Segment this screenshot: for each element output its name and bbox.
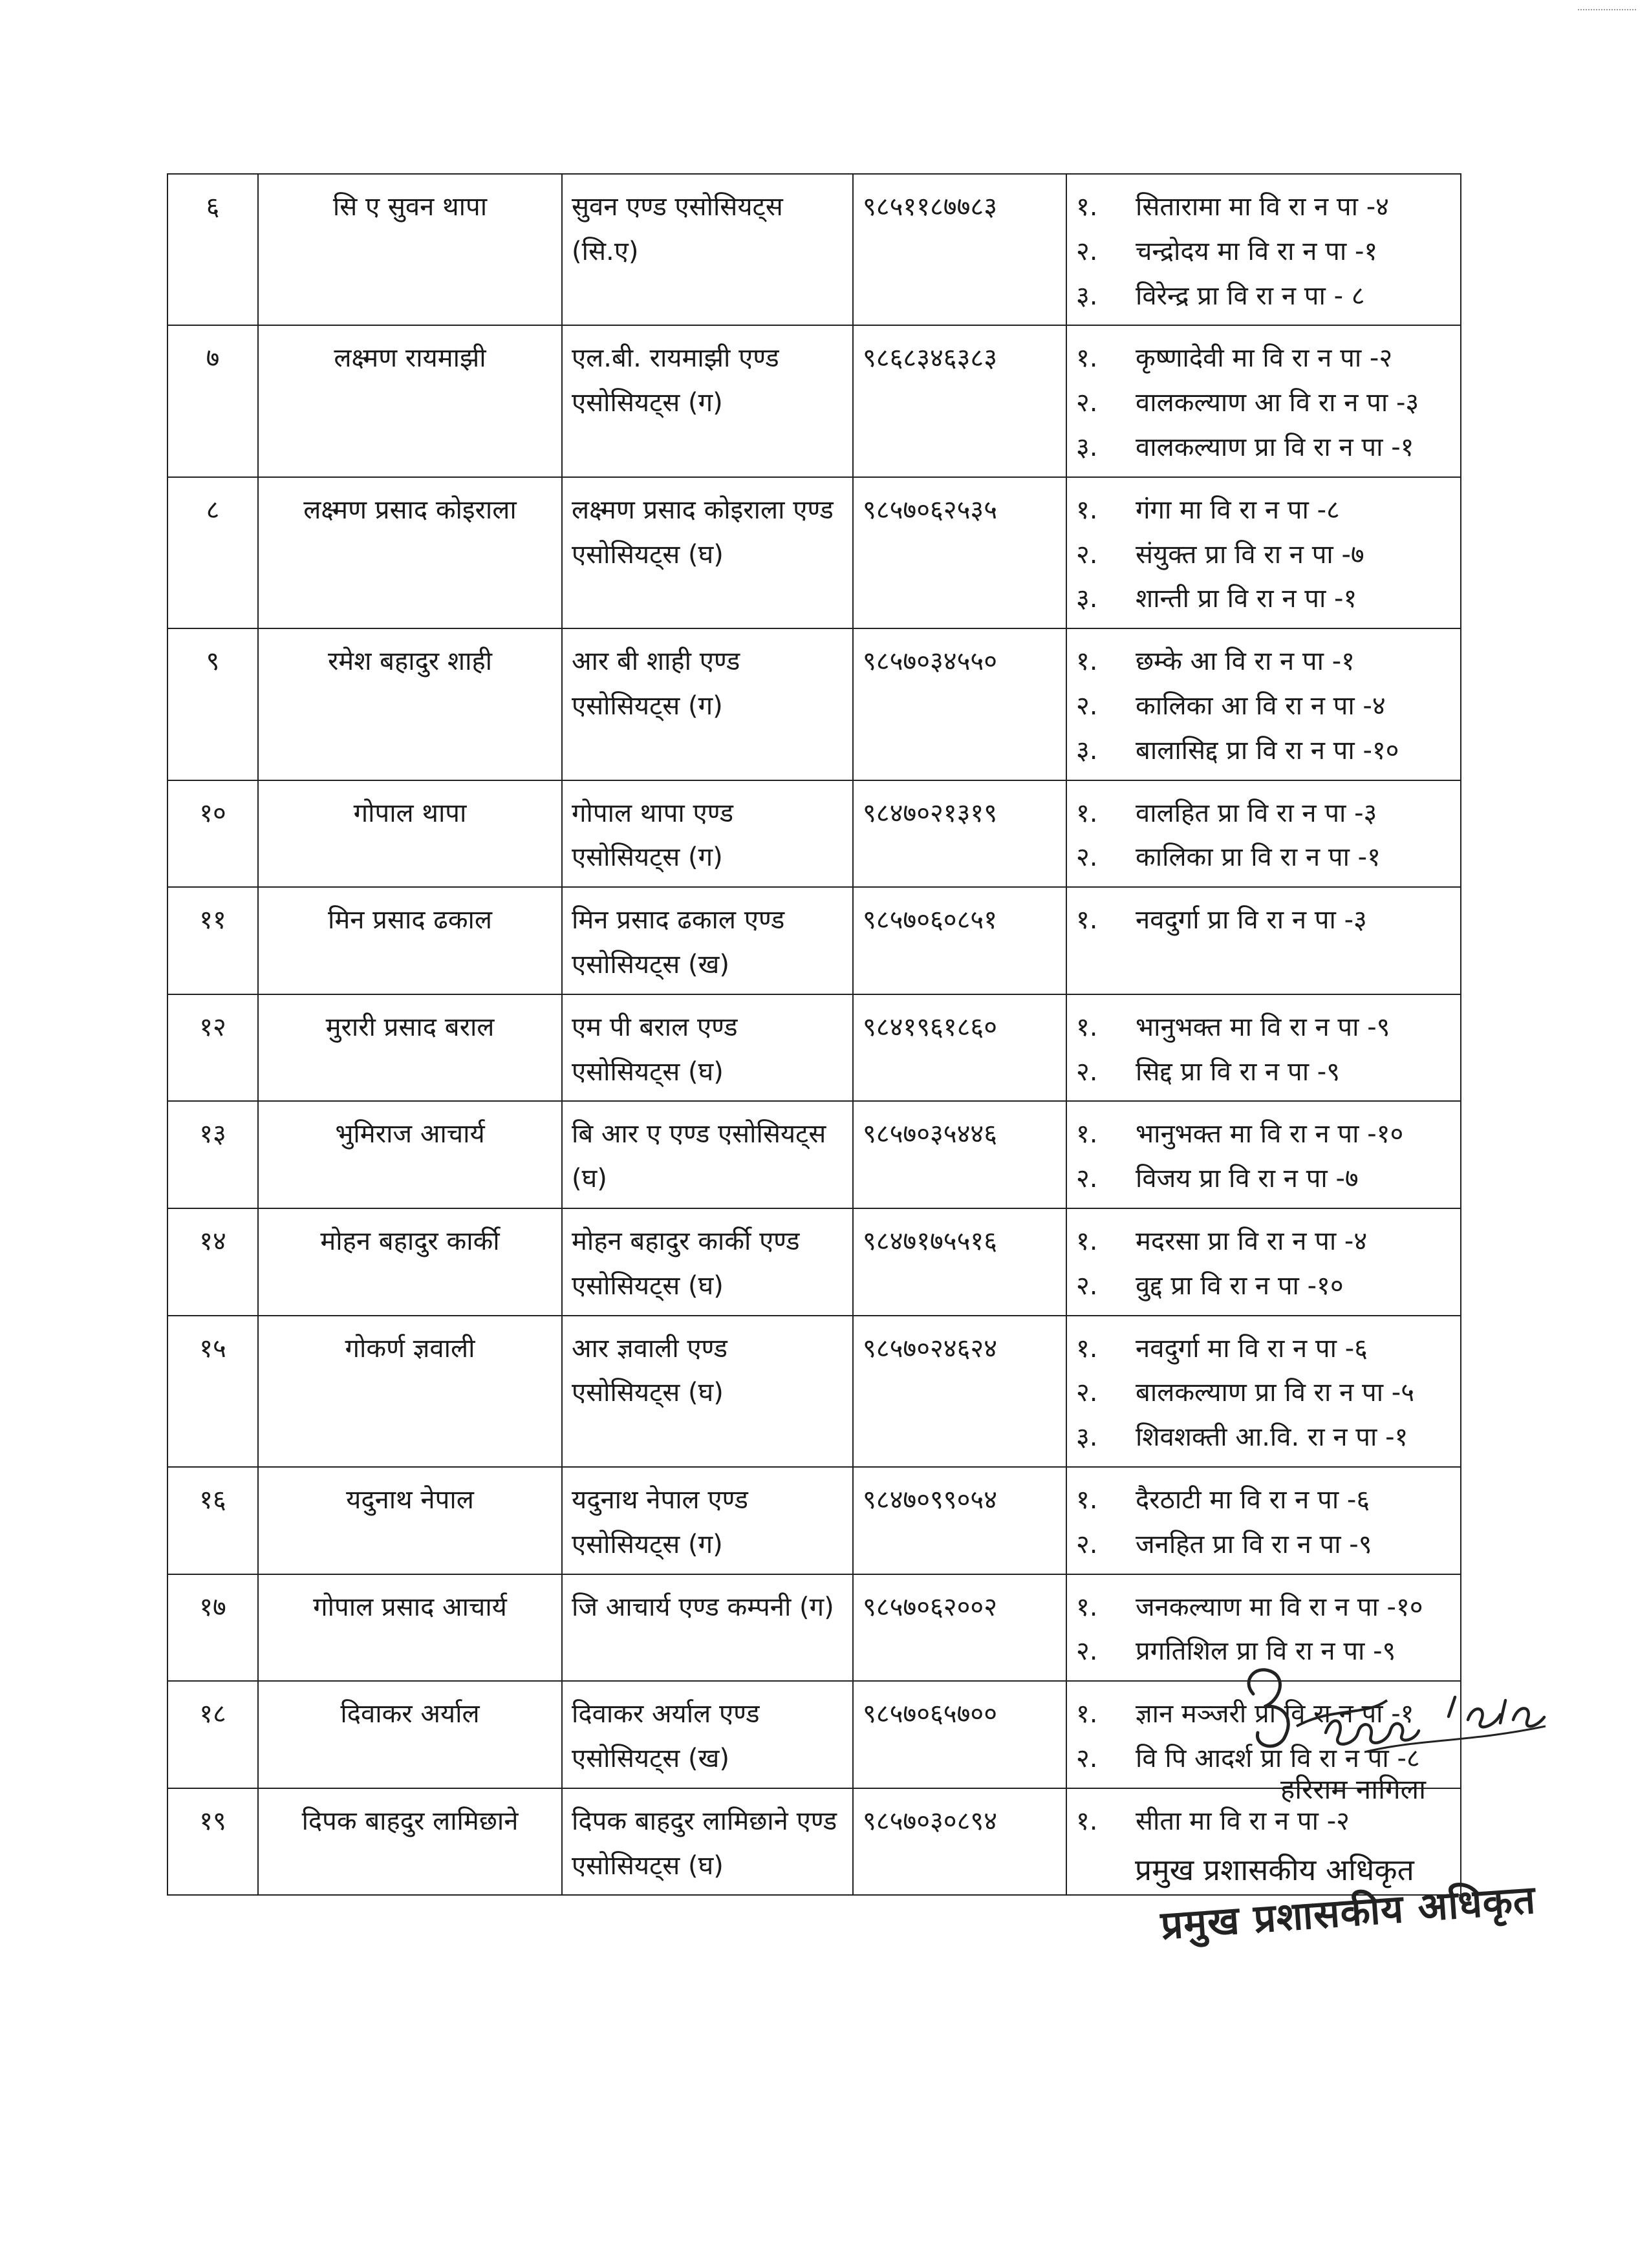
table-row [167, 1467, 1461, 1574]
school-item-number: २. [1076, 1378, 1098, 1408]
serial-number: १३ [167, 1101, 258, 1208]
school-item-name: सिद्द प्रा वि रा न पा -९ [1136, 1056, 1341, 1087]
school-item-name: वि पि आदर्श प्रा वि रा न पा -८ [1136, 1743, 1420, 1773]
serial-number: १७ [167, 1574, 258, 1682]
assigned-schools [1066, 628, 1461, 780]
school-item [1076, 274, 1451, 319]
school-item-number: १. [1076, 647, 1098, 677]
school-item-name: सितारामा मा वि रा न पा -४ [1136, 192, 1389, 222]
table-row [167, 325, 1461, 476]
phone-number: ९८४७०२१३१९ [853, 780, 1066, 888]
phone-number: ९८५७०३०८९४ [853, 1788, 1066, 1896]
auditor-name: गोपाल प्रसाद आचार्य [258, 1574, 562, 1682]
phone-number: ९८५११८७७८३ [853, 174, 1066, 325]
serial-number: १२ [167, 994, 258, 1102]
auditor-name: मिन प्रसाद ढकाल [258, 887, 562, 994]
school-item-number: १. [1076, 1699, 1098, 1729]
phone-number: ९८४१९६१८६० [853, 994, 1066, 1102]
signatory-name: हरिराम नागिला [1280, 1773, 1426, 1805]
school-item [1076, 684, 1451, 729]
school-item-name: कृष्णादेवी मा वि रा न पा -२ [1136, 343, 1393, 374]
school-item-name: भानुभक्त मा वि रा न पा -९ [1136, 1012, 1390, 1042]
school-item [1076, 1523, 1451, 1567]
school-item-name: जनकल्याण मा वि रा न पा -१० [1136, 1592, 1423, 1622]
school-item-name: छम्के आ वि रा न पा -१ [1136, 647, 1355, 677]
auditor-name: लक्ष्मण रायमाझी [258, 325, 562, 476]
firm-name: एल.बी. रायमाझी एण्ड एसोसियट्स (ग) [562, 325, 853, 476]
school-item [1076, 381, 1451, 425]
school-item [1076, 1327, 1451, 1371]
school-item-number: ३. [1076, 1422, 1098, 1453]
assigned-schools [1066, 994, 1461, 1102]
school-item-number: २. [1076, 1164, 1098, 1194]
assigned-schools [1066, 1316, 1461, 1467]
school-item-name: विरेन्द्र प्रा वि रा न पा - ८ [1136, 281, 1365, 311]
assigned-schools [1066, 325, 1461, 476]
school-item-name: संयुक्त प्रा वि रा न पा -७ [1136, 539, 1364, 570]
firm-name: मोहन बहादुर कार्की एण्ड एसोसियट्स (घ) [562, 1208, 853, 1316]
phone-number: ९८५७०६२५३५ [853, 477, 1066, 628]
serial-number: ८ [167, 477, 258, 628]
phone-number: ९८५७०६२००२ [853, 1574, 1066, 1682]
firm-name: बि आर ए एण्ड एसोसियट्स (घ) [562, 1101, 853, 1208]
school-item [1076, 1112, 1451, 1157]
phone-number: ९८५७०६०८५१ [853, 887, 1066, 994]
school-item-name: नवदुर्गा मा वि रा न पा -६ [1136, 1333, 1368, 1364]
auditor-name: गोकर्ण ज्ञवाली [258, 1316, 562, 1467]
school-item [1076, 835, 1451, 880]
auditor-name: सि ए सुवन थापा [258, 174, 562, 325]
phone-number: ९८४७१७५५१६ [853, 1208, 1066, 1316]
school-item-name: नवदुर्गा प्रा वि रा न पा -३ [1136, 905, 1367, 936]
firm-name: दिवाकर अर्याल एण्ड एसोसियट्स (ख) [562, 1681, 853, 1788]
serial-number: १५ [167, 1316, 258, 1467]
school-item-number: २. [1076, 539, 1098, 570]
serial-number: ६ [167, 174, 258, 325]
school-item-name: गंगा मा वि रा न पा -८ [1136, 495, 1340, 525]
serial-number: १९ [167, 1788, 258, 1896]
firm-name: यदुनाथ नेपाल एण्ड एसोसियट्स (ग) [562, 1467, 853, 1574]
signature-block [1229, 1655, 1565, 1830]
firm-name: गोपाल थापा एण्ड एसोसियट्स (ग) [562, 780, 853, 888]
assigned-schools [1066, 780, 1461, 888]
school-item [1076, 1585, 1451, 1630]
school-item-name: सीता मा वि रा न पा -२ [1136, 1806, 1350, 1836]
serial-number: १४ [167, 1208, 258, 1316]
school-item-number: १. [1076, 1806, 1098, 1836]
school-item-number: १. [1076, 343, 1098, 374]
school-item-number: २. [1076, 1743, 1098, 1773]
serial-number: ११ [167, 887, 258, 994]
table-row [167, 780, 1461, 888]
table-row [167, 887, 1461, 994]
school-item-number: १. [1076, 192, 1098, 222]
school-item-number: २. [1076, 842, 1098, 873]
school-item [1076, 1415, 1451, 1460]
auditor-name: दिपक बाहदुर लामिछाने [258, 1788, 562, 1896]
school-item-name: मदरसा प्रा वि रा न पा -४ [1136, 1226, 1368, 1256]
school-item-number: ३. [1076, 584, 1098, 614]
assigned-schools [1066, 1467, 1461, 1574]
firm-name: लक्ष्मण प्रसाद कोइराला एण्ड एसोसियट्स (घ) [562, 477, 853, 628]
school-item [1076, 230, 1451, 274]
school-item [1076, 488, 1451, 533]
school-item-number: ३. [1076, 432, 1098, 462]
firm-name: आर ज्ञवाली एण्ड एसोसियट्स (घ) [562, 1316, 853, 1467]
school-item-number: २. [1076, 1529, 1098, 1559]
school-item [1076, 533, 1451, 577]
phone-number: ९८६८३४६३८३ [853, 325, 1066, 476]
school-item-name: शिवशक्ती आ.वि. रा न पा -१ [1136, 1422, 1408, 1453]
auditor-name: भुमिराज आचार्य [258, 1101, 562, 1208]
school-item-number: १. [1076, 1484, 1098, 1515]
auditor-name: रमेश बहादुर शाही [258, 628, 562, 780]
phone-number: ९८५७०३५४४६ [853, 1101, 1066, 1208]
school-item-number: २. [1076, 1056, 1098, 1087]
school-item-name: कालिका प्रा वि रा न पा -१ [1136, 842, 1381, 873]
school-item-number: १. [1076, 905, 1098, 936]
auditor-name: लक्ष्मण प्रसाद कोइराला [258, 477, 562, 628]
school-item [1076, 898, 1451, 943]
phone-number: ९८५७०६५७०० [853, 1681, 1066, 1788]
auditor-table-body [167, 174, 1461, 1895]
assigned-schools [1066, 1208, 1461, 1316]
school-item-name: कालिका आ वि रा न पा -४ [1136, 690, 1386, 721]
school-item [1076, 1371, 1451, 1415]
school-item-number: २. [1076, 690, 1098, 721]
school-item-number: ३. [1076, 281, 1098, 311]
school-item [1076, 1157, 1451, 1201]
school-item-number: १. [1076, 1592, 1098, 1622]
auditor-name: मोहन बहादुर कार्की [258, 1208, 562, 1316]
phone-number: ९८५७०३४५५० [853, 628, 1066, 780]
auditor-name: दिवाकर अर्याल [258, 1681, 562, 1788]
assigned-schools [1066, 1101, 1461, 1208]
school-item [1076, 791, 1451, 836]
table-row [167, 1316, 1461, 1467]
school-item-name: वालकल्याण आ वि रा न पा -३ [1136, 388, 1419, 418]
serial-number: ७ [167, 325, 258, 476]
phone-number: ९८४७०९९०५४ [853, 1467, 1066, 1574]
page-speck [1578, 9, 1636, 17]
school-item-number: १. [1076, 1119, 1098, 1150]
school-item [1076, 1264, 1451, 1309]
official-stamp: प्रमुख प्रशासकीय अधिकृत [1159, 1877, 1538, 1949]
school-item-number: २. [1076, 1636, 1098, 1667]
school-item-name: वालहित प्रा वि रा न पा -३ [1136, 798, 1377, 828]
school-item [1076, 1219, 1451, 1264]
school-item-name: वालकल्याण प्रा वि रा न पा -१ [1136, 432, 1414, 462]
school-item-name: शान्ती प्रा वि रा न पा -१ [1136, 584, 1357, 614]
school-item-number: १. [1076, 495, 1098, 525]
school-item-name: प्रगतिशिल प्रा वि रा न पा -९ [1136, 1636, 1396, 1667]
school-item-name: बालासिद्द प्रा वि रा न पा -१० [1136, 735, 1399, 765]
school-item-number: २. [1076, 388, 1098, 418]
handwritten-signature [1235, 1655, 1558, 1771]
school-item-name: चन्द्रोदय मा वि रा न पा -१ [1136, 236, 1378, 266]
serial-number: १० [167, 780, 258, 888]
firm-name: सुवन एण्ड एसोसियट्स (सि.ए) [562, 174, 853, 325]
school-item-number: १. [1076, 1226, 1098, 1256]
table-row [167, 1208, 1461, 1316]
firm-name: एम पी बराल एण्ड एसोसियट्स (घ) [562, 994, 853, 1102]
table-row [167, 628, 1461, 780]
table-row [167, 994, 1461, 1102]
auditor-name: मुरारी प्रसाद बराल [258, 994, 562, 1102]
firm-name: जि आचार्य एण्ड कम्पनी (ग) [562, 1574, 853, 1682]
assigned-schools [1066, 887, 1461, 994]
school-item-name: वुद्द प्रा वि रा न पा -१० [1136, 1270, 1344, 1301]
school-item-name: जनहित प्रा वि रा न पा -९ [1136, 1529, 1372, 1559]
school-item-name: बालकल्याण प्रा वि रा न पा -५ [1136, 1378, 1415, 1408]
firm-name: दिपक बाहदुर लामिछाने एण्ड एसोसियट्स (घ) [562, 1788, 853, 1896]
school-item [1076, 729, 1451, 773]
table-row [167, 174, 1461, 325]
school-item [1076, 185, 1451, 230]
phone-number: ९८५७०२४६२४ [853, 1316, 1066, 1467]
serial-number: ९ [167, 628, 258, 780]
school-item-number: १. [1076, 798, 1098, 828]
school-item-name: विजय प्रा वि रा न पा -७ [1136, 1164, 1359, 1194]
school-item [1076, 639, 1451, 684]
school-item [1076, 577, 1451, 621]
assigned-schools [1066, 174, 1461, 325]
table-row [167, 477, 1461, 628]
school-item-number: २. [1076, 236, 1098, 266]
serial-number: १६ [167, 1467, 258, 1574]
firm-name: मिन प्रसाद ढकाल एण्ड एसोसियट्स (ख) [562, 887, 853, 994]
assigned-schools [1066, 477, 1461, 628]
school-item [1076, 1050, 1451, 1095]
school-item-number: १. [1076, 1333, 1098, 1364]
serial-number: १८ [167, 1681, 258, 1788]
auditor-name: यदुनाथ नेपाल [258, 1467, 562, 1574]
school-item-name: ज्ञान मञ्जरी प्रा वि रा न पा -१ [1136, 1699, 1414, 1729]
auditor-table [167, 173, 1461, 1896]
school-item [1076, 425, 1451, 470]
school-item [1076, 336, 1451, 381]
school-item-number: २. [1076, 1270, 1098, 1301]
school-item-name: दैरठाटी मा वि रा न पा -६ [1136, 1484, 1370, 1515]
school-item-number: ३. [1076, 735, 1098, 765]
signatory-designation: प्रमुख प्रशासकीय अधिकृत [1135, 1852, 1414, 1887]
school-item-name: भानुभक्त मा वि रा न पा -१० [1136, 1119, 1404, 1150]
table-row [167, 1101, 1461, 1208]
firm-name: आर बी शाही एण्ड एसोसियट्स (ग) [562, 628, 853, 780]
school-item [1076, 1478, 1451, 1523]
school-item-number: १. [1076, 1012, 1098, 1042]
school-item [1076, 1005, 1451, 1050]
auditor-name: गोपाल थापा [258, 780, 562, 888]
